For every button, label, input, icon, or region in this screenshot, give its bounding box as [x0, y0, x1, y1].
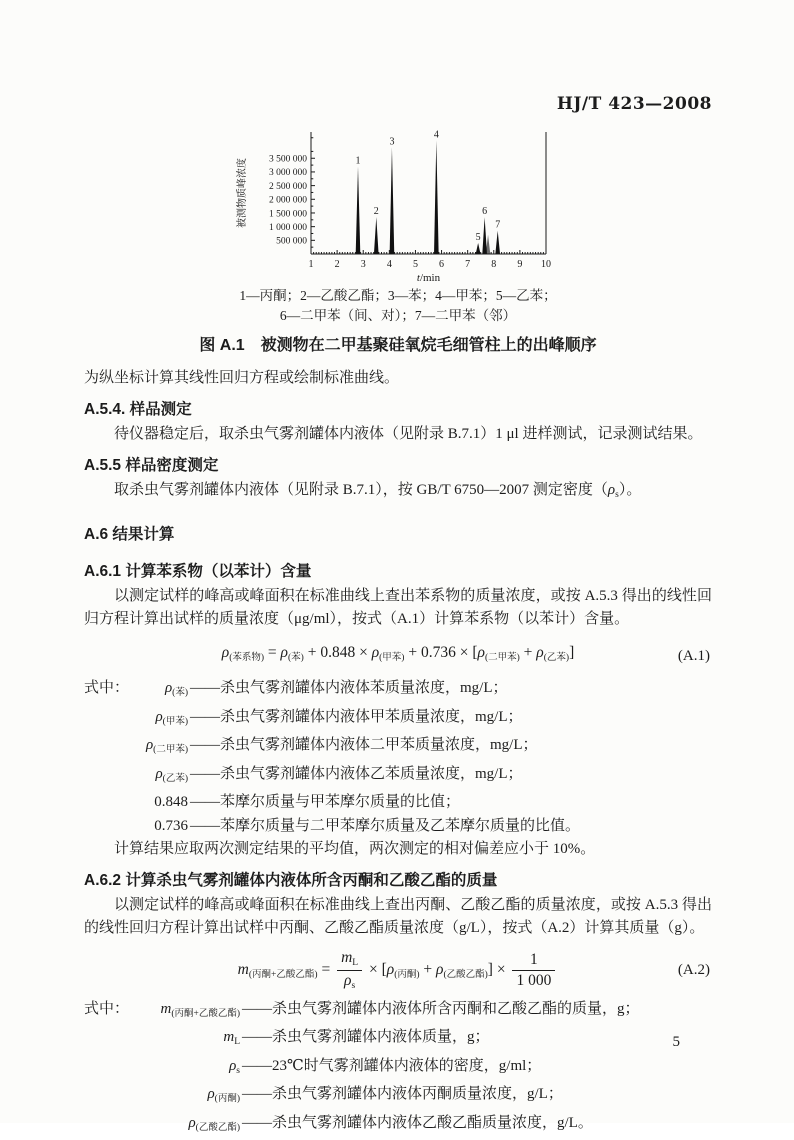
peak-label-2: 2: [373, 206, 379, 218]
definition-row: [84, 677, 712, 706]
definition-symbol: $\rho_{(丙酮)}$: [207, 1086, 240, 1105]
formula-a2-number: (A.2): [677, 962, 710, 979]
section-heading-a55: A.5.5 样品密度测定: [84, 457, 219, 474]
paragraph-a61-note: 计算结果应取两次测定结果的平均值，两次测定的相对偏差应小于 10%。: [114, 841, 596, 857]
peak-5: [476, 243, 481, 253]
section-heading-a62: A.6.2 计算杀虫气雾剂罐体内液体所含丙酮和乙酸乙酯的质量: [84, 872, 498, 889]
definition-text: ——杀虫气雾剂罐体内液体苯质量浓度，mg/L；: [190, 680, 508, 696]
definition-row: [84, 734, 712, 763]
definition-row: [84, 1083, 712, 1112]
definition-symbol: 0.848: [154, 794, 188, 810]
peak-3: [390, 147, 395, 253]
definition-row: [84, 791, 712, 815]
definition-symbol: $\rho_{(甲苯)}$: [155, 708, 188, 727]
peak-2: [374, 217, 379, 253]
formula-a1-expression: $\rho_{(苯系物)} = \rho_{(苯)} + 0.848 \times \rho_{(甲苯)} + 0.736 \times [\rho_{(二甲苯)} + \rho_{(乙苯)}]$: [221, 644, 575, 663]
paragraph-a54: 待仪器稳定后，取杀虫气雾剂罐体内液体（见附录 B.7.1）1 μl 进样测试，记录测试结果。: [114, 426, 703, 442]
peak-6: [482, 217, 487, 253]
definition-symbol: $\rho_{(苯)}$: [164, 680, 188, 698]
definition-text: ——杀虫气雾剂罐体内液体丙酮质量浓度，g/L；: [242, 1086, 563, 1103]
y-axis-label: 被测物质峰浓度: [237, 158, 248, 228]
y-tick-label: 500 000: [276, 236, 307, 247]
formula-a1-number: (A.1): [677, 647, 710, 664]
y-tick-label: 3 500 000: [269, 154, 307, 165]
definition-row: [84, 998, 712, 1027]
standard-code-header: HJ/T 423—2008: [556, 94, 712, 114]
paragraph-a61: 以测定试样的峰高或峰面积在标准曲线上查出苯系物的质量浓度，或按 A.5.3 得出的线性回归方程计算出试样的质量浓度（μg/ml），按式（A.1）计算苯系物（以苯计）含量。: [84, 588, 712, 627]
definition-text: ——杀虫气雾剂罐体内液体所含丙酮和乙酸乙酯的质量，g；: [242, 1000, 640, 1017]
definition-text: ——苯摩尔质量与甲苯摩尔质量的比值；: [190, 794, 461, 810]
definition-text: ——苯摩尔质量与二甲苯摩尔质量及乙苯摩尔质量的比值。: [190, 817, 581, 834]
x-tick-label: 10: [541, 259, 551, 270]
definition-row: [84, 763, 712, 792]
definition-symbol: $\rho_s$: [229, 1057, 240, 1076]
paragraph-a55: 取杀虫气雾剂罐体内液体（见附录 B.7.1），按 GB/T 6750—2007 测定密度$(\rho_s)$。: [114, 482, 642, 500]
definition-row: [84, 815, 712, 839]
peak-1: [356, 166, 361, 253]
definition-text: ——杀虫气雾剂罐体内液体乙苯质量浓度，mg/L；: [190, 765, 523, 782]
definition-symbol: $\rho_{(乙酸乙酯)}$: [188, 1114, 240, 1133]
formula-a2-definitions: [84, 998, 712, 1140]
y-tick-label: 2 000 000: [269, 195, 307, 206]
figure-legend-line1: 1—丙酮；2—乙酸乙酯；3—苯；4—甲苯；5—乙苯；: [239, 288, 557, 303]
definition-symbol: 0.736: [154, 817, 188, 834]
section-heading-a61: A.6.1 计算苯系物（以苯计）含量: [84, 563, 312, 580]
definition-prefix: 式中：: [84, 680, 130, 696]
peak-label-6: 6: [482, 206, 488, 218]
x-tick-label: 4: [386, 259, 392, 270]
page-number: 5: [672, 1034, 680, 1050]
definition-text: ——23℃时气雾剂罐体内液体的密度，g/ml；: [242, 1057, 542, 1074]
peak-label-1: 1: [355, 155, 361, 167]
paragraph-a62: 以测定试样的峰高或峰面积在标准曲线上查出丙酮、乙酸乙酯的质量浓度，或按 A.5.3 得出的线性回归方程计算出试样中丙酮、乙酸乙酯质量浓度（g/L），按式（A.2）计算其质量（g）。: [84, 897, 712, 936]
x-axis-label: t/min: [416, 272, 441, 284]
definition-text: ——杀虫气雾剂罐体内液体二甲苯质量浓度，mg/L；: [190, 737, 538, 753]
definition-symbol: $m_L$: [223, 1029, 240, 1048]
page-content: [84, 128, 712, 1140]
definition-text: ——杀虫气雾剂罐体内液体乙酸乙酯质量浓度，g/L。: [242, 1114, 593, 1131]
definition-symbol: $\rho_{(二甲苯)}$: [145, 737, 188, 755]
y-tick-label: 3 000 000: [269, 168, 307, 179]
x-tick-label: 9: [517, 259, 523, 270]
definition-row: [84, 1026, 712, 1055]
formula-a2-expression: $m_{(丙酮+乙酸乙酯)}$ = $\frac{m_L}{\rho_s}$ × $[\rho_{(丙酮)} + \rho_{(乙酸乙酯)}]$ × $\frac{1}{1 000}$: [238, 961, 559, 978]
x-tick-label: 2: [334, 259, 340, 270]
definition-text: ——杀虫气雾剂罐体内液体甲苯质量浓度，mg/L；: [190, 708, 523, 725]
definition-symbol: $m_{(丙酮+乙酸乙酯)}$: [160, 1000, 240, 1019]
x-tick-label: 7: [465, 259, 471, 270]
definition-row: [84, 706, 712, 735]
definition-symbol: $\rho_{(乙苯)}$: [155, 765, 188, 784]
peak-label-7: 7: [495, 219, 501, 231]
section-heading-a6: A.6 结果计算: [84, 526, 175, 543]
formula-a1: [84, 640, 712, 671]
peak-label-3: 3: [389, 136, 395, 148]
y-tick-label: 1 000 000: [269, 222, 307, 233]
peak-7: [495, 231, 500, 254]
x-tick-label: 8: [491, 259, 497, 270]
chromatogram-chart: [233, 128, 563, 286]
definition-prefix: 式中：: [84, 1000, 130, 1017]
peak-label-5: 5: [475, 232, 481, 244]
formula-a2: [84, 949, 712, 992]
figure-a1: [84, 128, 712, 355]
section-heading-a54: A.5.4. 样品测定: [84, 401, 192, 418]
definition-text: ——杀虫气雾剂罐体内液体质量，g；: [242, 1029, 490, 1046]
definition-row: [84, 1055, 712, 1084]
figure-legend-line2: 6—二甲苯（间、对）；7—二甲苯（邻）: [279, 308, 517, 323]
y-tick-label: 2 500 000: [269, 181, 307, 192]
peak-4: [434, 140, 439, 253]
definition-row: [84, 1112, 712, 1140]
peak-label-4: 4: [433, 129, 439, 141]
formula-a1-definitions: [84, 677, 712, 838]
x-tick-label: 1: [308, 259, 314, 270]
x-tick-label: 3: [360, 259, 366, 270]
y-tick-label: 1 500 000: [269, 209, 307, 220]
intro-paragraph: 为纵坐标计算其线性回归方程或绘制标准曲线。: [84, 370, 400, 386]
x-tick-label: 5: [412, 259, 418, 270]
x-tick-label: 6: [439, 259, 445, 270]
figure-title: 图 A.1 被测物在二甲基聚硅氧烷毛细管柱上的出峰顺序: [199, 337, 597, 354]
